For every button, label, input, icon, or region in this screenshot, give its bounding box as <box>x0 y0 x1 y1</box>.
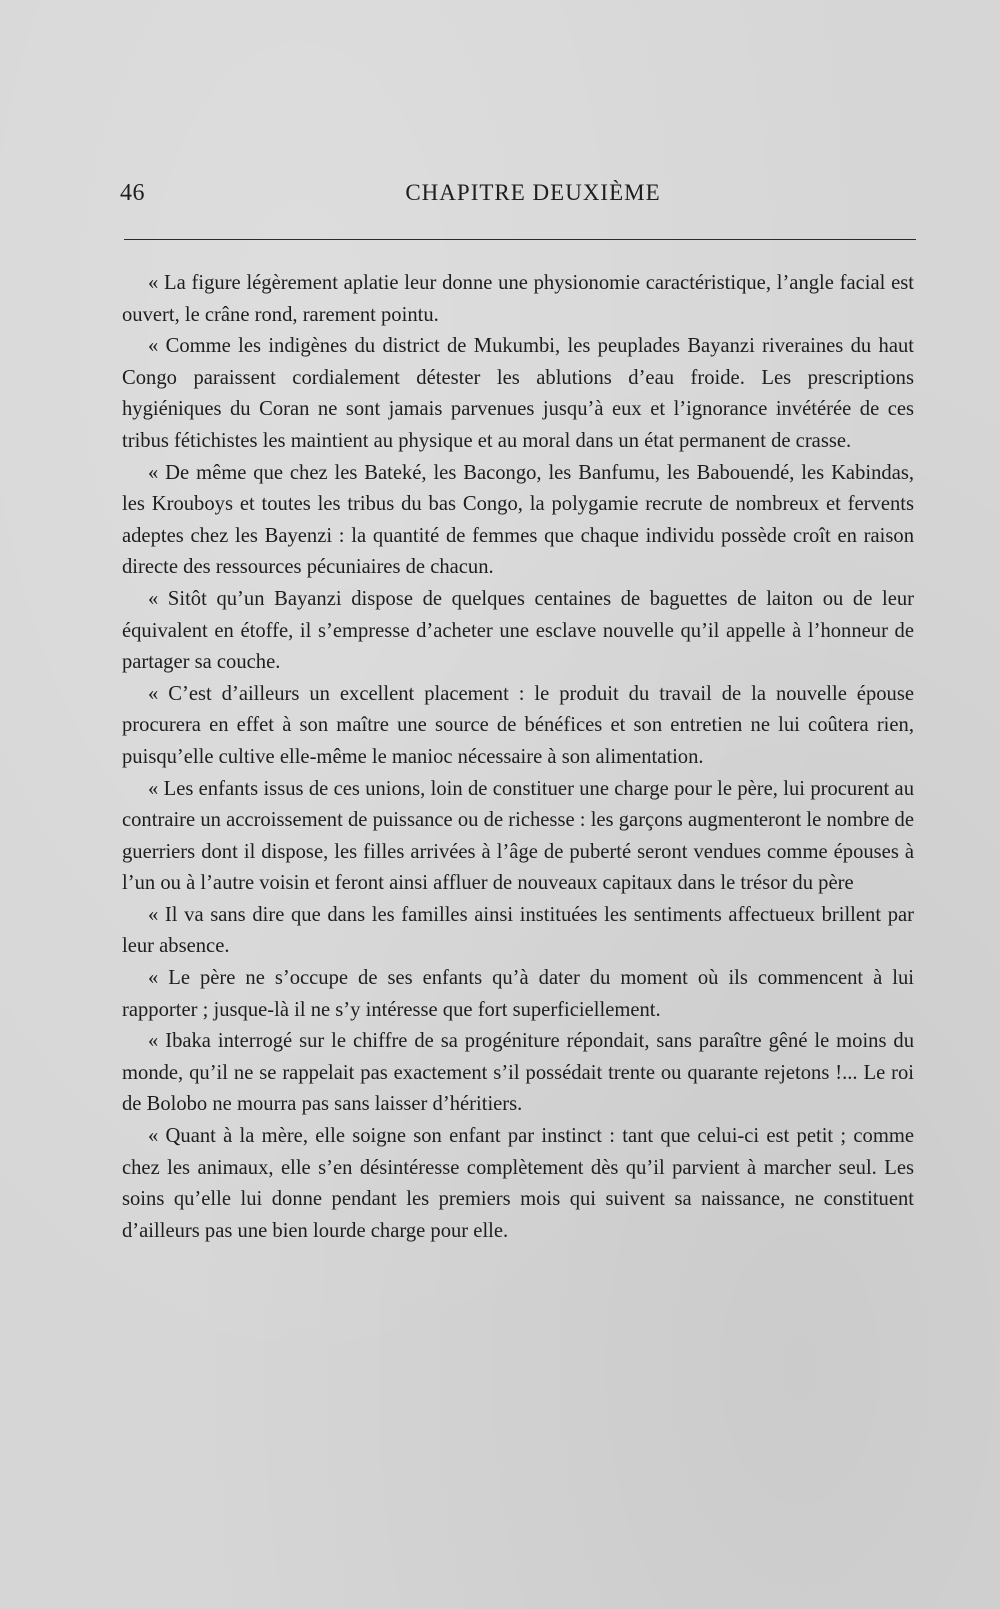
paragraph: « Quant à la mère, elle soigne son enfant par instinct : tant que celui-ci est petit ; comme chez les animaux, elle s’en désintéresse complètement dès qu’il parvient à marcher seul. Les soins qu’elle lui donne pendant les premiers mois qui suivent sa naissance, ne constituent d’ailleurs pas une bien lourde charge pour elle. <box>122 1125 914 1242</box>
paragraph: « La figure légèrement aplatie leur donne une physionomie caractéristique, l’angle facial est ouvert, le crâne rond, rarement pointu. <box>122 272 914 326</box>
header-rule <box>124 239 916 240</box>
paragraph: « Sitôt qu’un Bayanzi dispose de quelques centaines de baguettes de laiton ou de leur équivalent en étoffe, il s’empresse d’acheter une esclave nouvelle qu’il appelle à l’honneur de partager sa couche. <box>122 587 914 674</box>
page-number: 46 <box>120 180 145 206</box>
paragraph: « C’est d’ailleurs un excellent placement : le produit du travail de la nouvelle épouse procurera en effet à son maître une source de bénéfices et son entretien ne lui coûtera rien, puisqu’elle cultive elle-même le manioc nécessaire à son alimentation. <box>122 682 914 768</box>
paragraph: « Ibaka interrogé sur le chiffre de sa progéniture répondait, sans paraître gêné le moins du monde, qu’il ne se rappelait pas exactement s’il possédait trente ou quarante rejetons !... Le roi de Bolobo ne mourra pas sans laisser d’héritiers. <box>122 1030 914 1116</box>
running-head <box>120 176 916 216</box>
paragraph: « Comme les indigènes du district de Mukumbi, les peuplades Bayanzi riveraines du haut Congo paraissent cordialement détester les ablutions d’eau froide. Les prescriptions hygiéniques du Coran ne sont jamais parvenues jusqu’à eux et l’ignorance invétérée de ces tribus fétichistes les maintient au physique et au moral dans un état permanent de crasse. <box>122 335 914 452</box>
body-text <box>122 268 914 1247</box>
paragraph: « De même que chez les Bateké, les Bacongo, les Banfumu, les Babouendé, les Kabindas, les Krouboys et toutes les tribus du bas Congo, la polygamie recrute de nombreux et fervents adeptes chez les Bayenzi : la quantité de femmes que chaque individu possède croît en raison directe des ressources pécuniaires de chacun. <box>122 461 914 579</box>
paragraph: « Il va sans dire que dans les familles ainsi instituées les sentiments affectueux brillent par leur absence. <box>122 903 914 958</box>
paragraph: « Les enfants issus de ces unions, loin de constituer une charge pour le père, lui procurent au contraire un accroissement de puissance ou de richesse : les garçons augmenteront le nombre de guerriers dont il dispose, les filles arrivées à l’âge de puberté seront vendues comme épouses à l’un ou à l’autre voisin et feront ainsi affluer de nouveaux capitaux dans le trésor du père <box>122 777 914 895</box>
paragraph: « Le père ne s’occupe de ses enfants qu’à dater du moment où ils commencent à lui rapporter ; jusque-là il ne s’y intéresse que fort superficiellement. <box>122 967 914 1021</box>
chapter-title: CHAPITRE DEUXIÈME <box>405 180 661 205</box>
